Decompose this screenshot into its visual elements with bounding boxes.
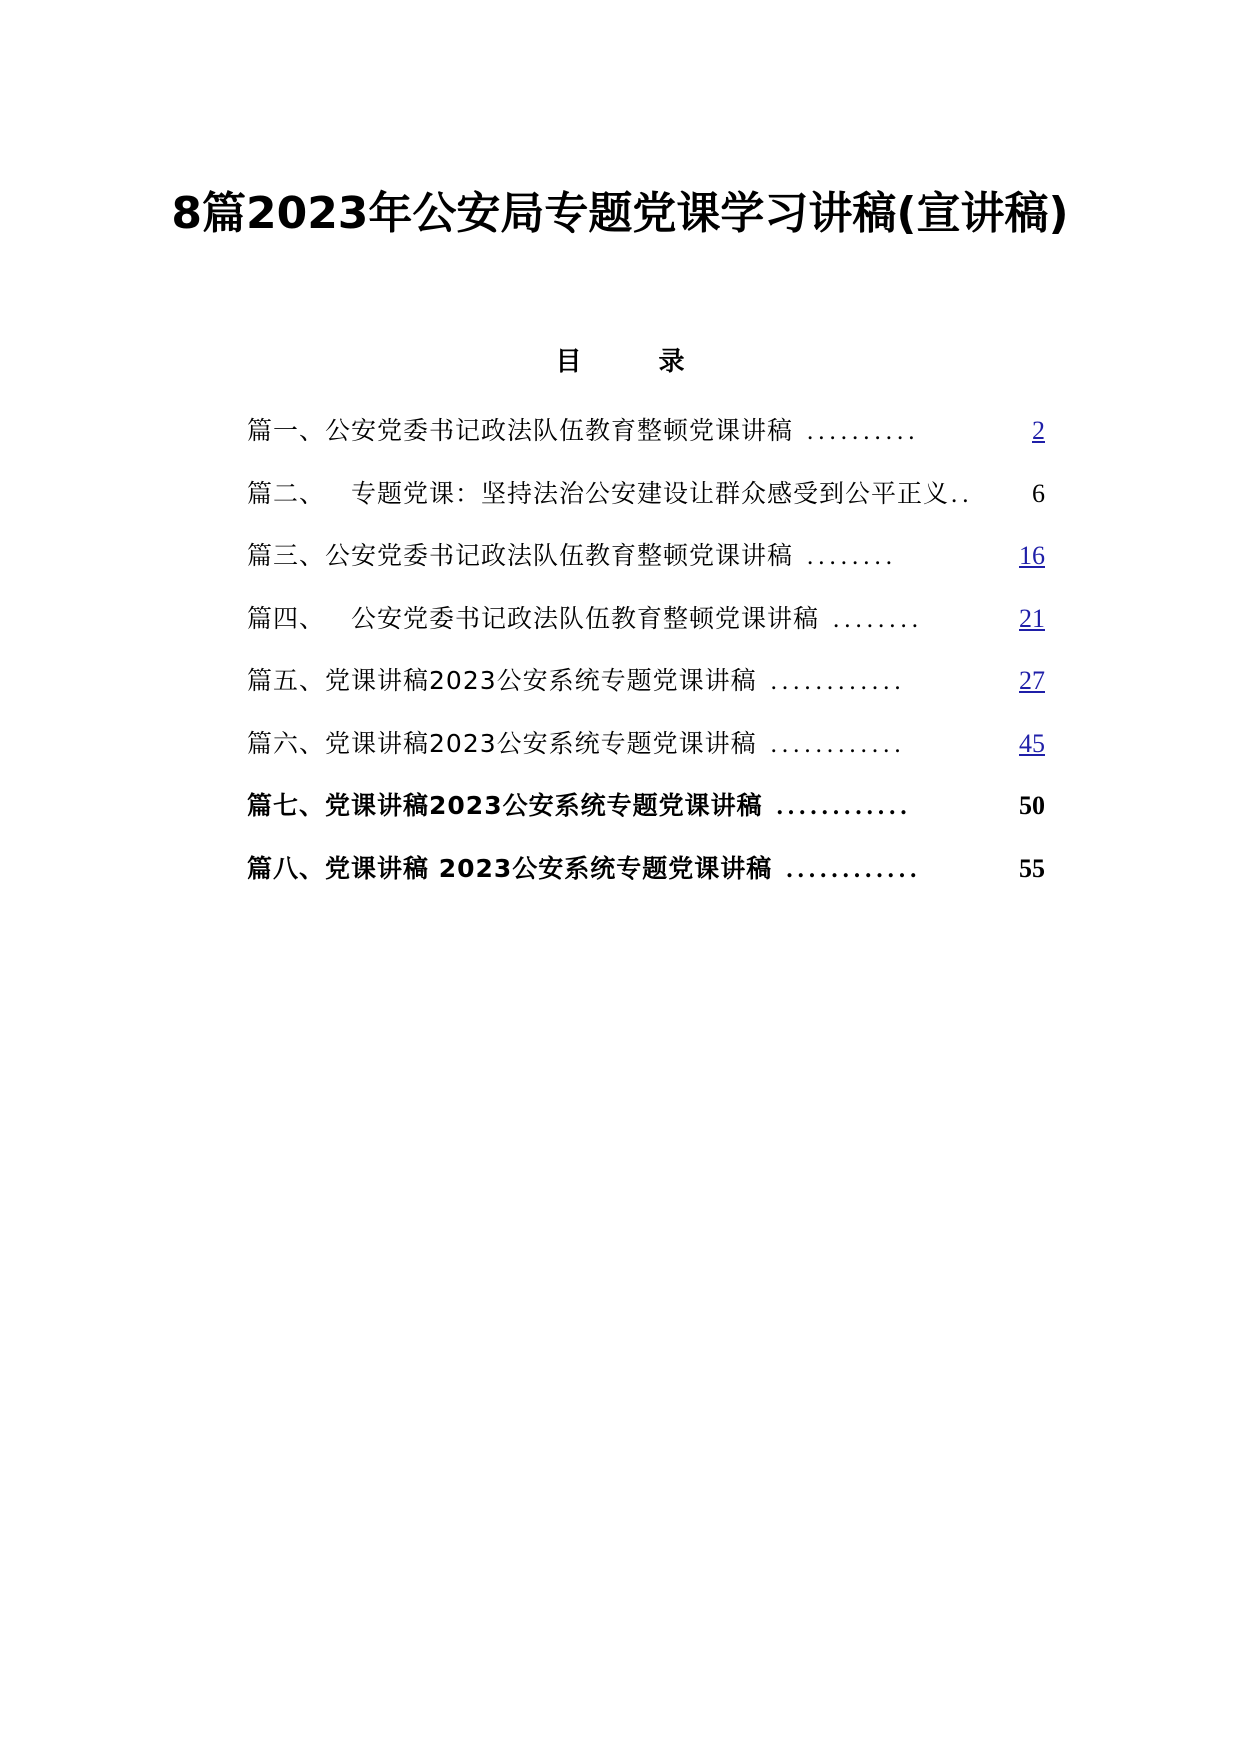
- toc-entry-text: 公安党委书记政法队伍教育整顿党课讲稿: [325, 416, 794, 445]
- toc-entry-text: 党课讲稿2023公安系统专题党课讲稿: [325, 728, 757, 758]
- toc-dot-leader: ............: [776, 793, 912, 820]
- toc-entry-label: [247, 713, 757, 776]
- toc-entry-prefix: 篇六、: [247, 728, 326, 758]
- toc-page-link[interactable]: 21: [1019, 603, 1045, 633]
- toc-entry-prefix: 篇一、: [247, 416, 326, 445]
- toc-entry-1[interactable]: [247, 400, 1045, 463]
- toc-page-number: 50: [1019, 791, 1045, 820]
- toc-page-link[interactable]: 2: [1032, 416, 1045, 445]
- table-of-contents: [247, 400, 1045, 900]
- toc-entry-prefix: 篇七、: [247, 791, 326, 820]
- toc-entry-text: 党课讲稿2023公安系统专题党课讲稿: [325, 791, 763, 820]
- toc-heading: 目 录: [555, 347, 719, 377]
- toc-entry-label: [247, 588, 819, 651]
- toc-entry-prefix: 篇五、: [247, 666, 326, 695]
- toc-entry-2[interactable]: [247, 463, 1045, 526]
- toc-entry-prefix: 篇四、: [247, 603, 326, 633]
- toc-page-link[interactable]: 16: [1019, 541, 1045, 570]
- toc-entry-text: 党课讲稿 2023公安系统专题党课讲稿: [325, 853, 773, 883]
- toc-entry-3[interactable]: [247, 525, 1045, 588]
- toc-page-link[interactable]: 27: [1019, 666, 1045, 695]
- toc-entry-prefix: 篇三、: [247, 541, 326, 570]
- toc-entry-label: [247, 463, 949, 526]
- toc-page-number: 55: [1019, 853, 1045, 883]
- toc-entry-text: 公安党委书记政法队伍教育整顿党课讲稿: [325, 541, 794, 570]
- toc-dot-leader: ............: [770, 668, 906, 695]
- toc-dot-leader: ............: [770, 730, 906, 758]
- toc-entry-6[interactable]: [247, 713, 1045, 776]
- toc-entry-8[interactable]: [247, 838, 1045, 901]
- toc-dot-leader: ........: [833, 605, 924, 633]
- toc-entry-label: [247, 400, 793, 463]
- toc-dot-leader: ..: [951, 480, 974, 508]
- toc-entry-prefix: 篇八、: [247, 853, 326, 883]
- toc-entry-5[interactable]: [247, 650, 1045, 713]
- toc-entry-text: 专题党课：坚持法治公安建设让群众感受到公平正义: [351, 478, 950, 508]
- toc-entry-label: [247, 650, 757, 713]
- toc-dot-leader: ............: [786, 855, 922, 883]
- toc-entry-text: 党课讲稿2023公安系统专题党课讲稿: [325, 666, 757, 695]
- toc-page-number: 6: [1032, 478, 1045, 508]
- toc-dot-leader: ........: [807, 543, 898, 570]
- toc-entry-7[interactable]: [247, 775, 1045, 838]
- toc-page-link[interactable]: 45: [1019, 728, 1045, 758]
- toc-entry-4[interactable]: [247, 588, 1045, 651]
- document-title: 8篇2023年公安局专题党课学习讲稿(宣讲稿): [171, 188, 1069, 239]
- toc-entry-prefix: 篇二、: [247, 478, 326, 508]
- toc-dot-leader: ..........: [807, 418, 920, 445]
- toc-entry-label: [247, 838, 772, 901]
- toc-entry-text: 公安党委书记政法队伍教育整顿党课讲稿: [351, 603, 820, 633]
- toc-entry-label: [247, 775, 763, 838]
- toc-entry-label: [247, 525, 793, 588]
